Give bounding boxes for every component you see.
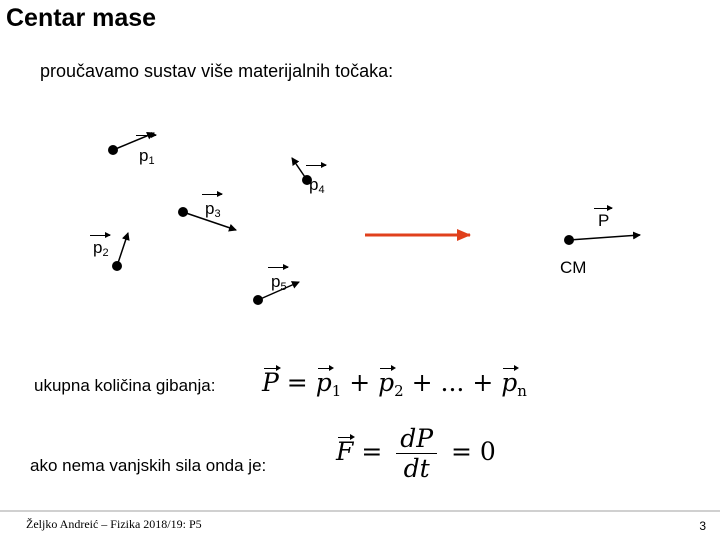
label-p3: $p_3$ (205, 199, 221, 220)
footer-author: Željko Andreić – Fizika 2018/19: P5 (26, 517, 202, 531)
label-p1: $p_1$ (139, 146, 155, 167)
label-center-of-mass: CM (560, 258, 587, 277)
total-momentum-label: ukupna količina gibanja: (34, 376, 216, 395)
intro-text: proučavamo sustav više materijalnih točaka: (40, 61, 394, 81)
force-equation: F = $\frac{dP}{dt}$ = 0 (336, 424, 496, 483)
label-p2: $p_2$ (93, 238, 109, 259)
center-of-mass-point (564, 235, 574, 245)
slide-title: Centar mase (6, 4, 157, 32)
label-total-momentum: P (598, 211, 610, 230)
vector-overline (268, 267, 288, 268)
particle-1 (108, 145, 118, 155)
vector-overline (306, 165, 326, 166)
particle-5 (253, 295, 263, 305)
footer-divider (0, 510, 720, 512)
total-momentum-equation: $P = p_1 + p_2$ + ... + $p_n$ (262, 368, 527, 400)
no-external-force-label: ako nema vanjskih sila onda je: (30, 456, 267, 475)
vector-overline (594, 208, 612, 209)
label-p4: $p_4$ (309, 175, 325, 196)
particle-3 (178, 207, 188, 217)
particle-2 (112, 261, 122, 271)
vector-overline (90, 235, 110, 236)
label-p5: $p_5$ (271, 272, 287, 293)
vector-overline (202, 194, 222, 195)
total-momentum-arrow (569, 235, 640, 240)
vector-overline (136, 135, 156, 136)
momentum-arrow-p2 (117, 233, 128, 266)
page-number: 3 (699, 519, 706, 533)
